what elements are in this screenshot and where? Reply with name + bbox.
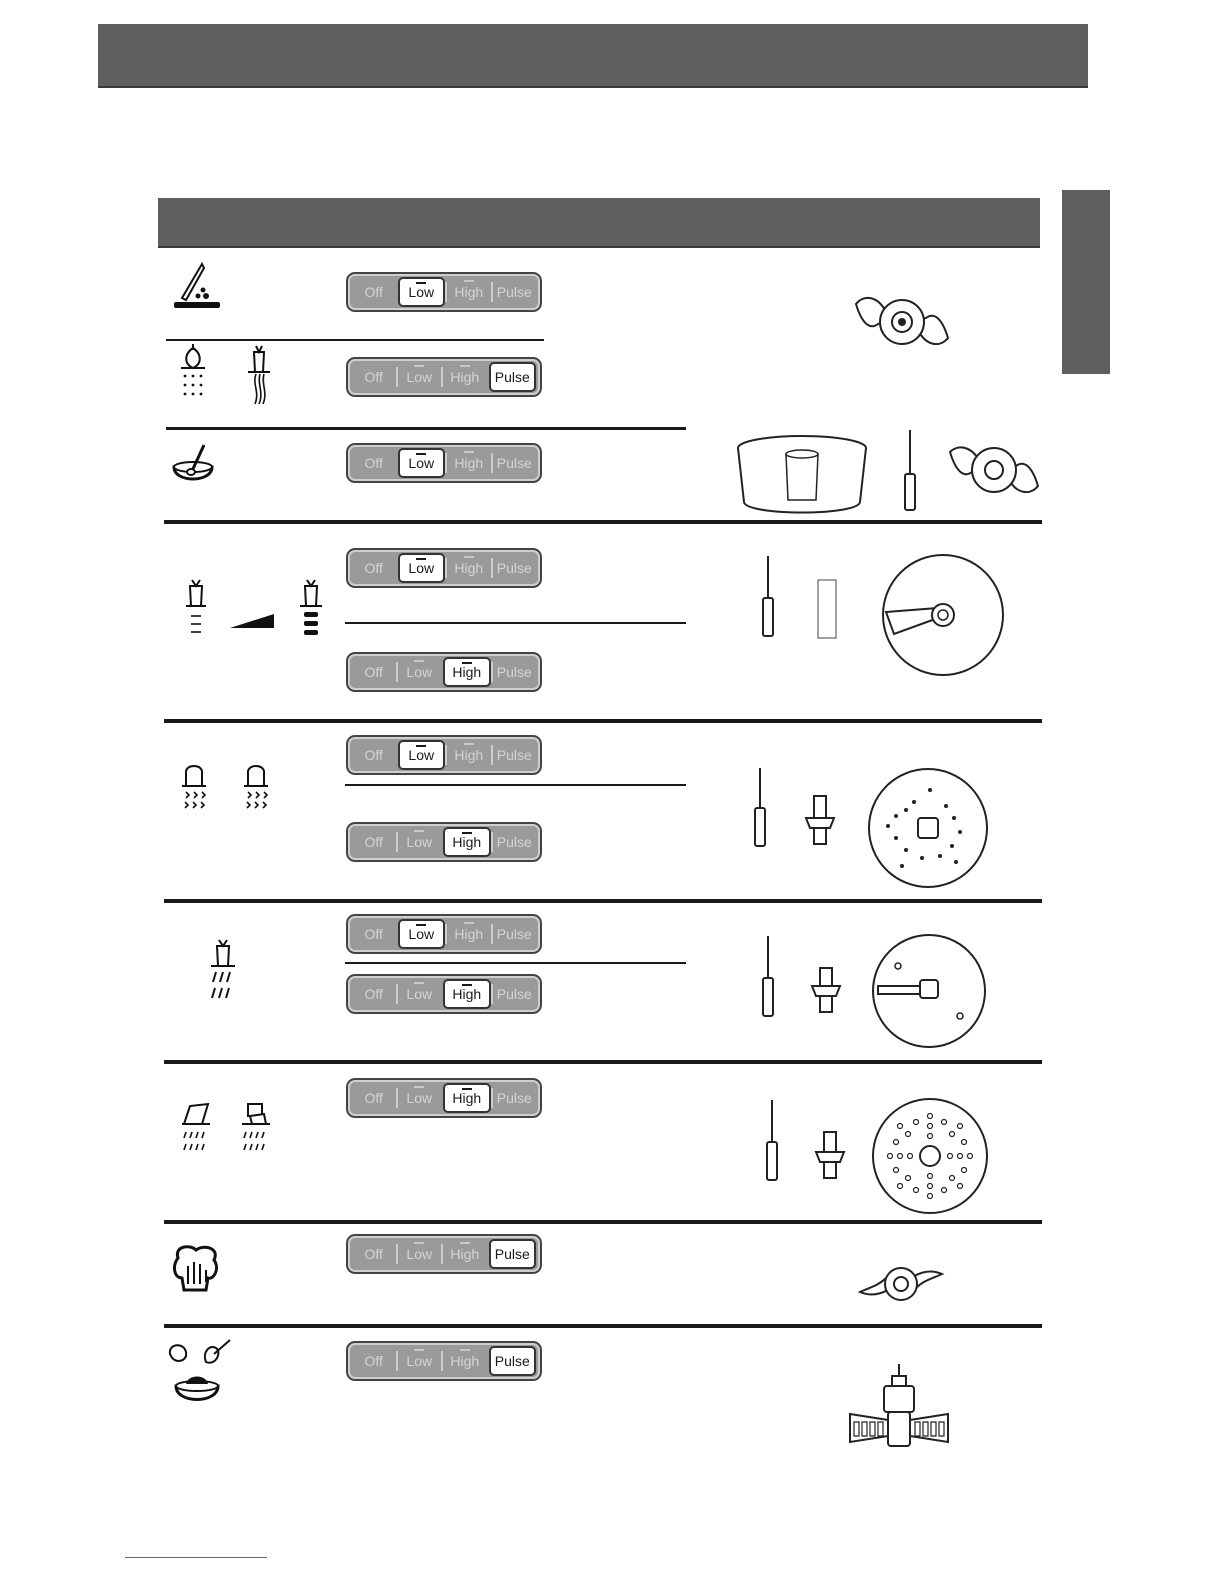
- high-button: High: [447, 448, 491, 478]
- grate-ice-icon: [240, 1100, 274, 1154]
- high-button: High: [443, 1083, 491, 1113]
- bowl-blade-icon: [946, 440, 1042, 502]
- adapter-stem-icon: [902, 428, 918, 514]
- onion-icon: [178, 344, 208, 400]
- shred-medium-icon: [242, 764, 270, 814]
- pulse-button: Pulse: [493, 740, 537, 770]
- low-button: Low: [398, 277, 446, 307]
- work-bowl-icon: [736, 430, 870, 518]
- pulse-button: Pulse: [489, 1239, 537, 1269]
- off-button: Off: [364, 1090, 383, 1106]
- low-button: Low: [398, 740, 446, 770]
- speed-panel: [346, 735, 542, 775]
- high-button: High: [447, 740, 491, 770]
- low-button: Low: [398, 1239, 442, 1269]
- section-divider: [164, 899, 1042, 903]
- low-button: Low: [398, 448, 446, 478]
- carrot-thin-slice-icon: [184, 576, 208, 640]
- low-button: Low: [398, 919, 446, 949]
- low-button: Low: [398, 827, 442, 857]
- speed-panel: [346, 974, 542, 1014]
- pulse-button: Pulse: [489, 1346, 537, 1376]
- chop-icon: [170, 262, 226, 314]
- pulse-button: Pulse: [493, 919, 537, 949]
- thickness-wedge-icon: [228, 612, 276, 630]
- slicing-disc-icon: [880, 552, 1006, 678]
- section-divider: [164, 520, 1042, 524]
- high-button: High: [443, 1239, 487, 1269]
- grating-disc-icon: [870, 1096, 990, 1216]
- high-button: High: [443, 657, 491, 687]
- speed-panel: [346, 652, 542, 692]
- low-button: Low: [398, 362, 442, 392]
- carrot-puree-icon: [246, 342, 272, 406]
- speed-panel: [346, 914, 542, 954]
- high-button: High: [443, 1346, 487, 1376]
- low-button: Low: [398, 979, 442, 1009]
- speed-panel: [346, 548, 542, 588]
- off-button: Off: [364, 560, 383, 576]
- low-button: Low: [398, 1346, 442, 1376]
- pulse-button: Pulse: [493, 277, 537, 307]
- speed-panel: [346, 1078, 542, 1118]
- adapter-stem-icon: [764, 1098, 780, 1184]
- egg-whip-icon: [846, 1362, 952, 1458]
- off-button: Off: [364, 747, 383, 763]
- pulse-button: Pulse: [493, 657, 537, 687]
- off-button: Off: [364, 986, 383, 1002]
- off-button: Off: [364, 664, 383, 680]
- disc-hub-icon: [814, 1130, 846, 1182]
- row-divider: [345, 622, 686, 624]
- low-button: Low: [398, 657, 442, 687]
- off-button: Off: [364, 455, 383, 471]
- row-divider: [345, 962, 686, 964]
- speed-panel: [346, 443, 542, 483]
- shred-fine-icon: [180, 764, 208, 814]
- disc-hub-icon: [804, 792, 836, 850]
- off-button: Off: [364, 1353, 383, 1369]
- high-button: High: [447, 553, 491, 583]
- off-button: Off: [364, 1246, 383, 1262]
- row-divider: [345, 784, 686, 786]
- page-header-bar: [98, 24, 1088, 88]
- knead-dough-icon: [170, 1242, 224, 1294]
- mix-bowl-icon: [170, 441, 220, 491]
- pulse-button: Pulse: [493, 979, 537, 1009]
- disc-hub-icon: [810, 966, 842, 1016]
- high-button: High: [443, 827, 491, 857]
- pulse-button: Pulse: [493, 448, 537, 478]
- off-button: Off: [364, 926, 383, 942]
- section-header-bar: [158, 198, 1040, 248]
- speed-panel: [346, 822, 542, 862]
- section-divider: [164, 1220, 1042, 1224]
- pulse-button: Pulse: [493, 553, 537, 583]
- section-divider: [164, 1060, 1042, 1064]
- pulse-button: Pulse: [493, 827, 537, 857]
- section-divider: [164, 719, 1042, 723]
- dough-blade-icon: [856, 1262, 946, 1306]
- adapter-stem-icon: [760, 554, 776, 640]
- carrot-thick-slice-icon: [298, 576, 324, 642]
- adapter-stem-icon: [752, 766, 768, 850]
- low-button: Low: [398, 1083, 442, 1113]
- low-button: Low: [398, 553, 446, 583]
- grate-cheese-icon: [180, 1100, 214, 1154]
- sleeve-icon: [814, 576, 840, 642]
- speed-panel: [346, 1341, 542, 1381]
- pulse-button: Pulse: [493, 1083, 537, 1113]
- high-button: High: [447, 919, 491, 949]
- off-button: Off: [364, 369, 383, 385]
- shredding-disc-icon: [866, 766, 990, 890]
- speed-panel: [346, 272, 542, 312]
- high-button: High: [443, 362, 487, 392]
- side-tab: [1062, 190, 1110, 374]
- off-button: Off: [364, 284, 383, 300]
- speed-panel: [346, 1234, 542, 1274]
- section-divider: [164, 1324, 1042, 1328]
- speed-panel: [346, 357, 542, 397]
- julienne-icon: [208, 936, 238, 1002]
- pulse-button: Pulse: [489, 362, 537, 392]
- row-divider: [166, 427, 686, 430]
- whip-eggs-icon: [166, 1338, 234, 1414]
- footer-underline: [125, 1557, 267, 1558]
- high-button: High: [447, 277, 491, 307]
- high-button: High: [443, 979, 491, 1009]
- row-divider: [166, 339, 544, 341]
- multipurpose-blade-icon: [852, 290, 952, 354]
- off-button: Off: [364, 834, 383, 850]
- julienne-disc-icon: [870, 932, 988, 1050]
- adapter-stem-icon: [760, 934, 776, 1020]
